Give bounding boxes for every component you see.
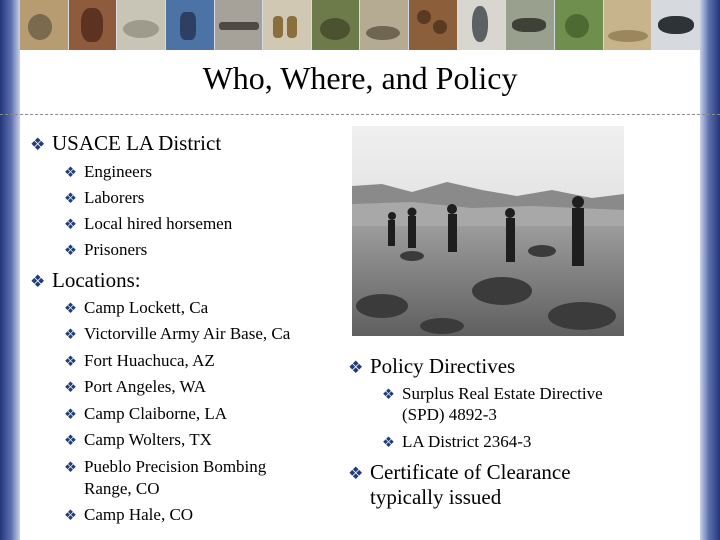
- rusted-shell-photo: [69, 0, 117, 50]
- diamond-bullet-icon: ❖: [382, 435, 395, 451]
- scrap-field-photo: [360, 0, 408, 50]
- sub-bullet-location: ❖ Port Angeles, WA: [64, 377, 206, 396]
- diamond-bullet-icon: ❖: [382, 387, 395, 403]
- detector-sweep-photo: [215, 0, 263, 50]
- bullet-policy-directives: ❖ Policy Directives: [348, 354, 516, 378]
- ordnance-debris-photo: [20, 0, 68, 50]
- diamond-bullet-icon: ❖: [64, 243, 77, 259]
- sub-bullet-location: ❖ Fort Huachuca, AZ: [64, 351, 215, 370]
- bullet-locations: ❖ Locations:: [30, 268, 141, 292]
- crater-site-photo: [117, 0, 165, 50]
- diamond-bullet-icon: ❖: [64, 508, 77, 524]
- diamond-bullet-icon: ❖: [30, 272, 46, 292]
- sub-bullet-location: ❖ Camp Wolters, TX: [64, 430, 212, 449]
- diamond-bullet-icon: ❖: [64, 380, 77, 396]
- diamond-bullet-icon: ❖: [64, 165, 77, 181]
- sub-bullet-location: ❖ Camp Lockett, Ca: [64, 298, 209, 317]
- diamond-bullet-icon: ❖: [64, 191, 77, 207]
- sub-bullet-prisoners: ❖ Prisoners: [64, 240, 148, 259]
- slide-frame-left: [0, 0, 20, 540]
- diamond-bullet-icon: ❖: [64, 327, 77, 343]
- bomb-casing-photo: [652, 0, 700, 50]
- clustered-rounds-photo: [409, 0, 457, 50]
- sub-bullet-location: ❖ Camp Hale, CO: [64, 505, 194, 524]
- bullet-usace-la-district: ❖ USACE LA District: [30, 131, 222, 155]
- slide-title: Who, Where, and Policy: [202, 60, 518, 96]
- diamond-bullet-icon: ❖: [64, 407, 77, 423]
- sub-bullet-horsemen: ❖ Local hired horsemen: [64, 214, 233, 233]
- grass-survey-photo: [555, 0, 603, 50]
- sub-bullet-location: ❖ Victorville Army Air Base, Ca: [64, 324, 291, 343]
- sub-bullet-laborers: ❖ Laborers: [64, 188, 145, 207]
- desert-site-photo: [604, 0, 652, 50]
- bullet-continuation: typically issued: [370, 485, 502, 509]
- diamond-bullet-icon: ❖: [30, 135, 46, 155]
- sub-bullet-surplus-directive: ❖ Surplus Real Estate Directive: [382, 384, 603, 403]
- field-workers-photo: [166, 0, 214, 50]
- bullet-certificate-of-clearance: ❖ Certificate of Clearance: [348, 460, 571, 484]
- rifle-rounds-photo: [263, 0, 311, 50]
- sub-bullet-continuation: (SPD) 4892-3: [402, 405, 497, 424]
- title-divider: [0, 114, 720, 115]
- diamond-bullet-icon: ❖: [64, 217, 77, 233]
- sub-bullet-location: ❖ Camp Claiborne, LA: [64, 404, 228, 423]
- diamond-bullet-icon: ❖: [348, 358, 364, 378]
- slide-frame-right: [700, 0, 720, 540]
- munitions-pile-photo: [312, 0, 360, 50]
- sub-bullet-engineers: ❖ Engineers: [64, 162, 152, 181]
- diamond-bullet-icon: ❖: [64, 301, 77, 317]
- diamond-bullet-icon: ❖: [348, 464, 364, 484]
- bomb-fins-photo: [506, 0, 554, 50]
- diamond-bullet-icon: ❖: [64, 354, 77, 370]
- sub-bullet-continuation: Range, CO: [84, 479, 160, 498]
- desert-sweep-team-photo: [352, 126, 624, 336]
- photo-banner: [20, 0, 700, 50]
- sub-bullet-location: ❖ Pueblo Precision Bombing: [64, 457, 267, 476]
- diamond-bullet-icon: ❖: [64, 433, 77, 449]
- mortar-round-photo: [458, 0, 506, 50]
- diamond-bullet-icon: ❖: [64, 460, 77, 476]
- sub-bullet-la-district: ❖ LA District 2364-3: [382, 432, 532, 451]
